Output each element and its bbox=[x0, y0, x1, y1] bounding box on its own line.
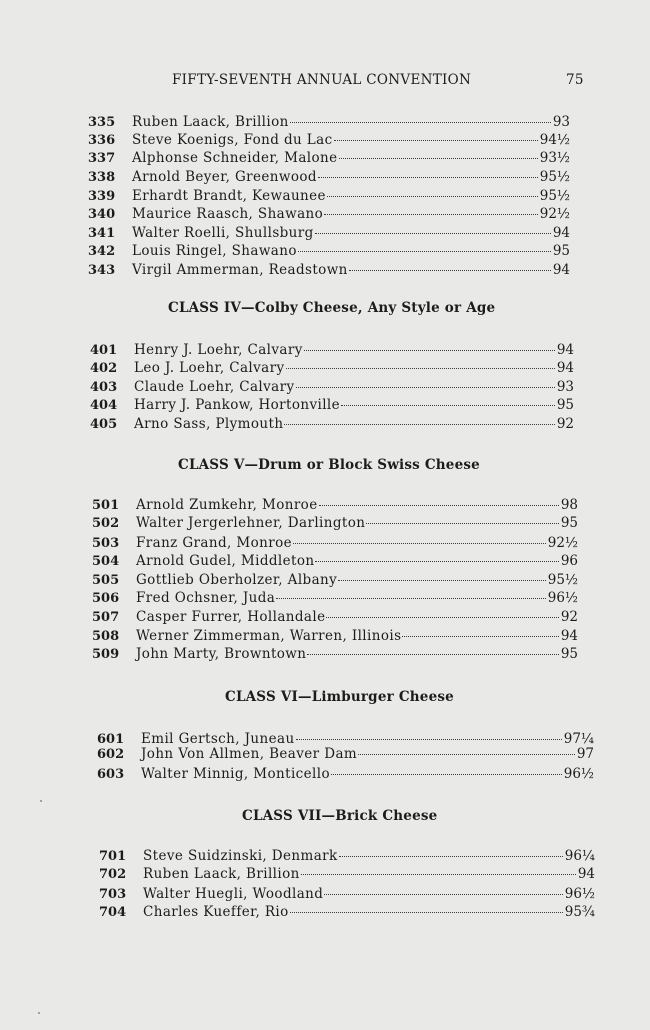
entry-name: John Marty, Browntown bbox=[136, 646, 307, 662]
entry-row bbox=[92, 589, 578, 607]
entry-number: 403 bbox=[90, 380, 118, 395]
entry-name: Emil Gertsch, Juneau bbox=[141, 731, 295, 747]
entry-number: 507 bbox=[92, 610, 120, 625]
entry-number: 405 bbox=[90, 417, 118, 432]
entry-score: 96¼ bbox=[564, 848, 595, 864]
entry-score: 95½ bbox=[539, 169, 570, 185]
scan-speck bbox=[40, 800, 42, 802]
entry-score: 94 bbox=[556, 360, 574, 376]
dot-leader bbox=[324, 213, 538, 215]
entry-number: 404 bbox=[90, 398, 118, 413]
entry-score: 96½ bbox=[563, 766, 594, 782]
dot-leader bbox=[339, 157, 538, 159]
entry-number: 504 bbox=[92, 554, 120, 569]
entry-number: 701 bbox=[99, 849, 127, 864]
entry-score: 92 bbox=[560, 609, 578, 625]
dot-leader bbox=[286, 367, 555, 369]
entry-row bbox=[99, 847, 595, 865]
entry-score: 93 bbox=[552, 114, 570, 130]
dot-leader bbox=[349, 269, 551, 271]
dot-leader bbox=[296, 738, 562, 740]
dot-leader bbox=[358, 753, 575, 755]
entry-row bbox=[92, 571, 578, 589]
class-heading: CLASS VI—Limburger Cheese bbox=[225, 689, 454, 705]
entry-score: 97 bbox=[576, 746, 594, 762]
entry-name: Casper Furrer, Hollandale bbox=[136, 609, 326, 625]
entry-score: 94 bbox=[552, 225, 570, 241]
dot-leader bbox=[341, 404, 555, 406]
entry-name: Alphonse Schneider, Malone bbox=[132, 150, 338, 166]
dot-leader bbox=[339, 855, 563, 857]
entry-name: Walter Huegli, Woodland bbox=[143, 886, 324, 902]
entry-name: Arno Sass, Plymouth bbox=[134, 416, 284, 432]
dot-leader bbox=[331, 773, 562, 775]
entry-score: 95¾ bbox=[564, 904, 595, 920]
entry-row bbox=[92, 496, 578, 514]
entry-row bbox=[90, 341, 574, 359]
entry-name: Erhardt Brandt, Kewaunee bbox=[132, 188, 326, 204]
running-header bbox=[0, 72, 650, 90]
dot-leader bbox=[301, 873, 576, 875]
dot-leader bbox=[307, 653, 558, 655]
dot-leader bbox=[284, 423, 554, 425]
class-heading: CLASS IV—Colby Cheese, Any Style or Age bbox=[168, 300, 496, 316]
entry-number: 336 bbox=[88, 133, 116, 148]
entry-score: 96 bbox=[560, 553, 578, 569]
entry-score: 94 bbox=[552, 262, 570, 278]
entry-row bbox=[88, 187, 570, 205]
entry-row bbox=[99, 885, 595, 903]
entry-score: 92½ bbox=[539, 206, 570, 222]
entry-number: 508 bbox=[92, 629, 120, 644]
entry-name: Maurice Raasch, Shawano bbox=[132, 206, 324, 222]
dot-leader bbox=[315, 232, 551, 234]
entry-score: 98 bbox=[560, 497, 578, 513]
dot-leader bbox=[326, 616, 558, 618]
dot-leader bbox=[338, 579, 546, 581]
entry-name: Arnold Zumkehr, Monroe bbox=[136, 497, 318, 513]
dot-leader bbox=[276, 597, 546, 599]
entry-row bbox=[88, 168, 570, 186]
dot-leader bbox=[290, 911, 563, 913]
entry-row bbox=[88, 261, 570, 279]
entry-number: 402 bbox=[90, 361, 118, 376]
dot-leader bbox=[298, 250, 551, 252]
class-heading: CLASS V—Drum or Block Swiss Cheese bbox=[178, 457, 480, 473]
entry-name: Harry J. Pankow, Hortonville bbox=[134, 397, 341, 413]
entry-name: Walter Jergerlehner, Darlington bbox=[136, 515, 366, 531]
entry-name: Walter Roelli, Shullsburg bbox=[132, 225, 314, 241]
entry-number: 341 bbox=[88, 226, 116, 241]
entry-row bbox=[90, 359, 574, 377]
entry-number: 340 bbox=[88, 207, 116, 222]
entry-name: Franz Grand, Monroe bbox=[136, 535, 292, 551]
header-title: FIFTY-SEVENTH ANNUAL CONVENTION bbox=[172, 72, 472, 88]
entry-score: 94½ bbox=[539, 132, 570, 148]
entry-name: Fred Ochsner, Juda bbox=[136, 590, 276, 606]
entry-row bbox=[90, 396, 574, 414]
entry-number: 509 bbox=[92, 647, 120, 662]
entry-score: 93½ bbox=[539, 150, 570, 166]
dot-leader bbox=[334, 139, 538, 141]
entry-row bbox=[88, 242, 570, 260]
entry-name: Henry J. Loehr, Calvary bbox=[134, 342, 303, 358]
entry-score: 95 bbox=[556, 397, 574, 413]
class-heading: CLASS VII—Brick Cheese bbox=[242, 808, 438, 824]
entry-number: 506 bbox=[92, 591, 120, 606]
scan-speck bbox=[38, 1012, 40, 1014]
entry-number: 704 bbox=[99, 905, 127, 920]
entry-name: Gottlieb Oberholzer, Albany bbox=[136, 572, 338, 588]
entry-number: 339 bbox=[88, 189, 116, 204]
entry-row bbox=[99, 903, 595, 921]
entry-number: 338 bbox=[88, 170, 116, 185]
entry-row bbox=[92, 645, 578, 663]
entry-row bbox=[97, 745, 594, 763]
entry-row bbox=[88, 224, 570, 242]
entry-name: Claude Loehr, Calvary bbox=[134, 379, 295, 395]
entry-number: 505 bbox=[92, 573, 120, 588]
entry-row bbox=[92, 608, 578, 626]
entry-row bbox=[88, 149, 570, 167]
entry-score: 95 bbox=[560, 646, 578, 662]
dot-leader bbox=[324, 893, 562, 895]
dot-leader bbox=[366, 522, 558, 524]
entry-row bbox=[99, 865, 595, 883]
entry-row bbox=[97, 765, 594, 783]
entry-row bbox=[92, 552, 578, 570]
dot-leader bbox=[319, 504, 559, 506]
dot-leader bbox=[304, 349, 555, 351]
entry-row bbox=[92, 514, 578, 532]
entry-score: 94 bbox=[556, 342, 574, 358]
entry-name: Ruben Laack, Brillion bbox=[143, 866, 300, 882]
dot-leader bbox=[318, 176, 538, 178]
entry-score: 95 bbox=[552, 243, 570, 259]
entry-score: 96½ bbox=[564, 886, 595, 902]
dot-leader bbox=[290, 121, 551, 123]
entry-score: 97¼ bbox=[563, 731, 594, 747]
entry-score: 94 bbox=[560, 628, 578, 644]
entry-score: 95½ bbox=[539, 188, 570, 204]
entry-name: Steve Suidzinski, Denmark bbox=[143, 848, 338, 864]
entry-number: 335 bbox=[88, 115, 116, 130]
entry-number: 342 bbox=[88, 244, 116, 259]
entry-name: Arnold Beyer, Greenwood bbox=[132, 169, 317, 185]
entry-score: 96½ bbox=[547, 590, 578, 606]
entry-name: Walter Minnig, Monticello bbox=[141, 766, 331, 782]
entry-name: John Von Allmen, Beaver Dam bbox=[141, 746, 358, 762]
entry-score: 93 bbox=[556, 379, 574, 395]
entry-name: Charles Kueffer, Rio bbox=[143, 904, 289, 920]
entry-number: 337 bbox=[88, 151, 116, 166]
entry-name: Louis Ringel, Shawano bbox=[132, 243, 297, 259]
entry-number: 602 bbox=[97, 747, 125, 762]
entry-score: 95½ bbox=[547, 572, 578, 588]
entry-row bbox=[88, 205, 570, 223]
entry-row bbox=[92, 627, 578, 645]
dot-leader bbox=[327, 195, 538, 197]
dot-leader bbox=[402, 635, 558, 637]
entry-row bbox=[90, 378, 574, 396]
dot-leader bbox=[296, 386, 555, 388]
entry-number: 503 bbox=[92, 536, 120, 551]
entry-score: 92 bbox=[556, 416, 574, 432]
entry-row bbox=[92, 534, 578, 552]
entry-number: 703 bbox=[99, 887, 127, 902]
entry-number: 702 bbox=[99, 867, 127, 882]
entry-name: Arnold Gudel, Middleton bbox=[136, 553, 315, 569]
entry-name: Ruben Laack, Brillion bbox=[132, 114, 289, 130]
entry-row bbox=[88, 113, 570, 131]
entry-number: 502 bbox=[92, 516, 120, 531]
page-number: 75 bbox=[566, 72, 584, 88]
entry-name: Virgil Ammerman, Readstown bbox=[132, 262, 348, 278]
entry-number: 501 bbox=[92, 498, 120, 513]
entry-name: Leo J. Loehr, Calvary bbox=[134, 360, 285, 376]
entry-score: 94 bbox=[577, 866, 595, 882]
entry-score: 92½ bbox=[547, 535, 578, 551]
dot-leader bbox=[293, 542, 546, 544]
entry-row bbox=[88, 131, 570, 149]
entry-number: 343 bbox=[88, 263, 116, 278]
entry-number: 601 bbox=[97, 732, 125, 747]
entry-row bbox=[90, 415, 574, 433]
entry-number: 401 bbox=[90, 343, 118, 358]
entry-name: Steve Koenigs, Fond du Lac bbox=[132, 132, 333, 148]
entry-name: Werner Zimmerman, Warren, Illinois bbox=[136, 628, 402, 644]
dot-leader bbox=[315, 560, 558, 562]
entry-number: 603 bbox=[97, 767, 125, 782]
entry-score: 95 bbox=[560, 515, 578, 531]
